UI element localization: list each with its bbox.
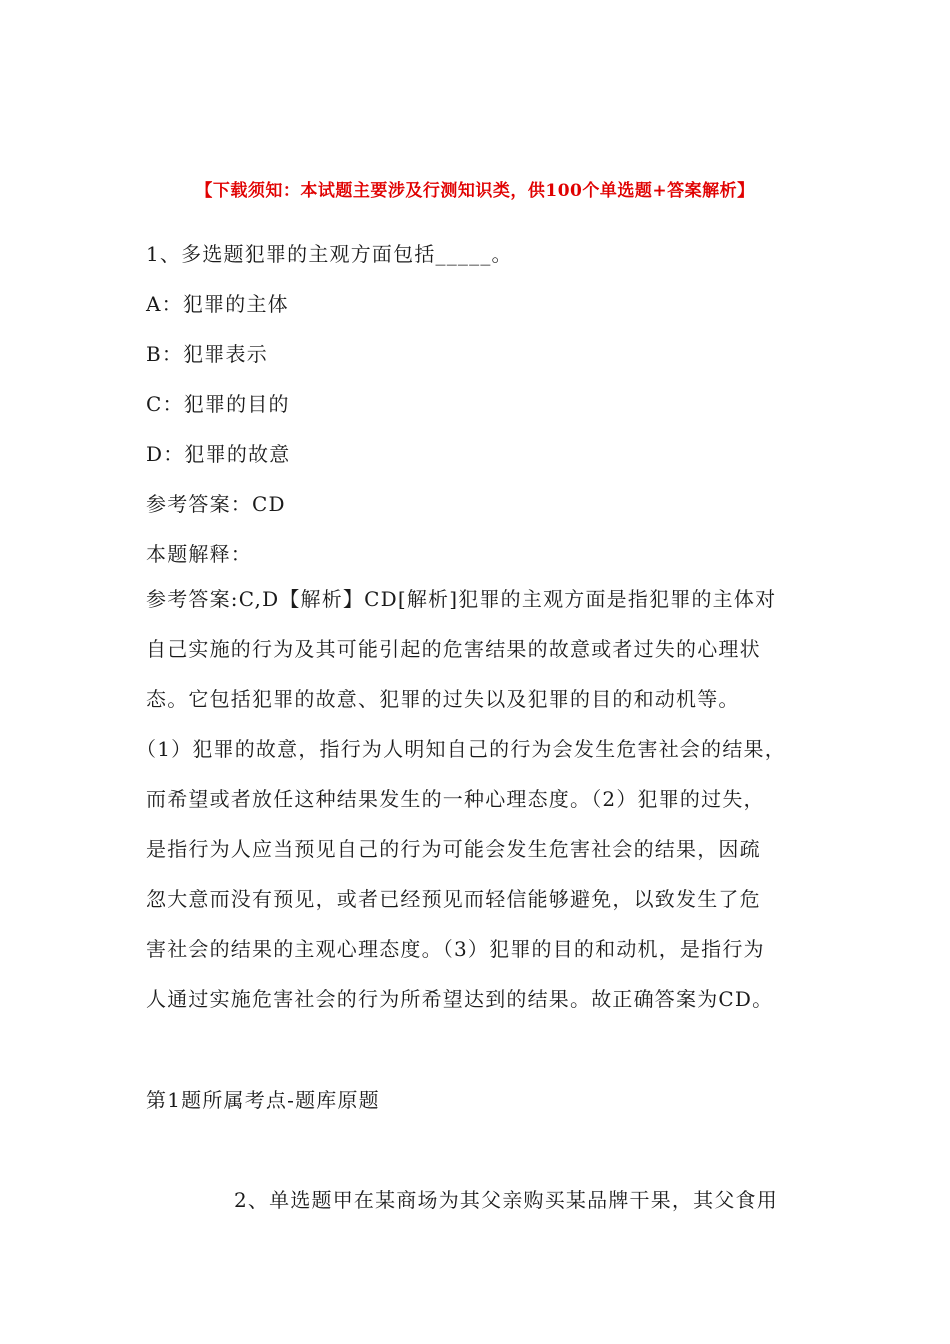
- explanation-title: 本题解释：: [146, 542, 252, 566]
- option-a: A：犯罪的主体: [146, 292, 289, 316]
- download-notice: 【下载须知：本试题主要涉及行测知识类，供100个单选题+答案解析】: [195, 181, 755, 201]
- explanation-line: 人通过实施危害社会的行为所希望达到的结果。故正确答案为CD。: [146, 987, 774, 1011]
- explanation-line: 害社会的结果的主观心理态度。（3）犯罪的目的和动机，是指行为: [146, 937, 765, 961]
- question-1-topic: 第1题所属考点-题库原题: [146, 1088, 380, 1112]
- option-c: C：犯罪的目的: [146, 392, 290, 416]
- option-d: D：犯罪的故意: [146, 442, 291, 466]
- explanation-line: 而希望或者放任这种结果发生的一种心理态度。（2）犯罪的过失，: [146, 787, 765, 811]
- explanation-line: 是指行为人应当预见自己的行为可能会发生危害社会的结果，因疏: [146, 837, 761, 861]
- question-2-stem: 2、单选题甲在某商场为其父亲购买某品牌干果，其父食用: [234, 1188, 778, 1212]
- question-1-stem: 1、多选题犯罪的主观方面包括_____。: [146, 242, 513, 266]
- reference-answer: 参考答案：CD: [146, 492, 286, 516]
- explanation-line: 态。它包括犯罪的故意、犯罪的过失以及犯罪的目的和动机等。: [146, 687, 740, 711]
- option-b: B：犯罪表示: [146, 342, 268, 366]
- explanation-line: 自己实施的行为及其可能引起的危害结果的故意或者过失的心理状: [146, 637, 761, 661]
- explanation-text: [136, 574, 811, 1024]
- explanation-line: 忽大意而没有预见，或者已经预见而轻信能够避免，以致发生了危: [146, 887, 761, 911]
- explanation-line: 参考答案:C,D【解析】CD[解析]犯罪的主观方面是指犯罪的主体对: [146, 587, 777, 611]
- explanation-line: （1）犯罪的故意，指行为人明知自己的行为会发生危害社会的结果，: [136, 737, 786, 761]
